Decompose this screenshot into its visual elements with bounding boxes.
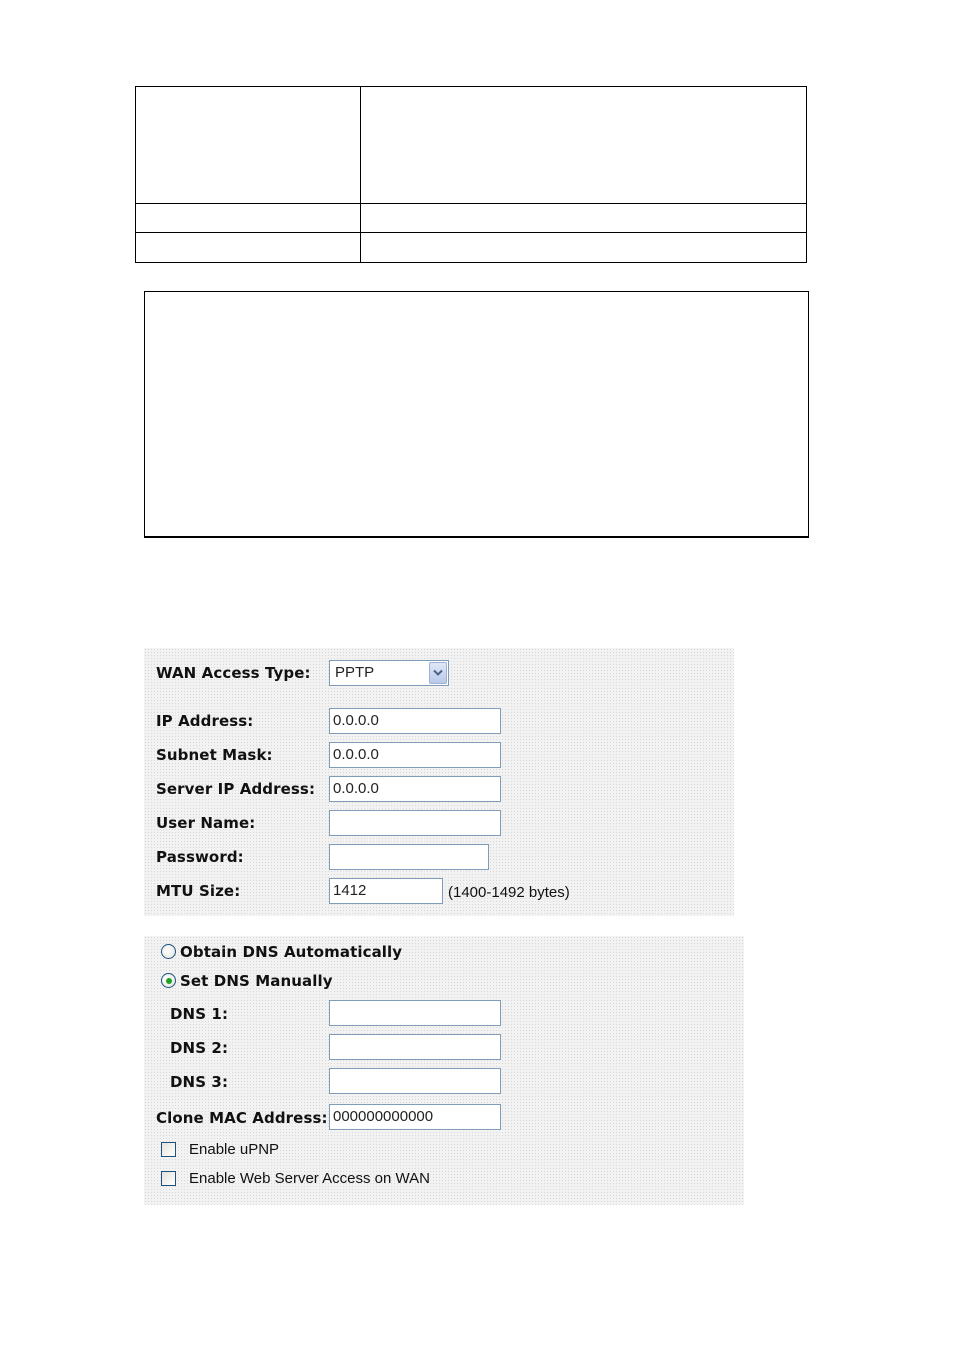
enable-web-access-label: Enable Web Server Access on WAN [189,1170,430,1187]
table-cell [361,233,807,263]
ip-address-label: IP Address: [156,712,254,730]
obtain-dns-auto-label: Obtain DNS Automatically [180,943,403,961]
table-cell [361,204,807,233]
set-dns-manual-label: Set DNS Manually [180,972,333,990]
mtu-size-hint: (1400-1492 bytes) [448,884,570,901]
server-ip-address-input[interactable]: 0.0.0.0 [329,776,501,802]
wan-access-type-value: PPTP [335,664,375,681]
user-name-label: User Name: [156,814,256,832]
enable-upnp-checkbox[interactable] [161,1142,176,1157]
mtu-size-input[interactable]: 1412 [329,878,443,904]
dropdown-arrow-button[interactable] [429,662,447,684]
table-cell [136,87,361,204]
dns2-input[interactable] [329,1034,501,1060]
chevron-down-icon [433,669,443,677]
enable-upnp-label: Enable uPNP [189,1141,280,1158]
password-label: Password: [156,848,244,866]
table-cell [136,204,361,233]
obtain-dns-auto-radio[interactable] [161,944,176,959]
subnet-mask-label: Subnet Mask: [156,746,273,764]
dns1-input[interactable] [329,1000,501,1026]
clone-mac-label: Clone MAC Address: [156,1109,328,1127]
subnet-mask-input[interactable]: 0.0.0.0 [329,742,501,768]
wan-access-type-select[interactable] [329,660,449,686]
dns1-label: DNS 1: [170,1005,229,1023]
empty-table [135,86,807,263]
set-dns-manual-radio[interactable] [161,973,176,988]
mtu-size-label: MTU Size: [156,882,241,900]
clone-mac-input[interactable]: 000000000000 [329,1104,501,1130]
ip-address-input[interactable]: 0.0.0.0 [329,708,501,734]
dns3-input[interactable] [329,1068,501,1094]
user-name-input[interactable] [329,810,501,836]
server-ip-address-label: Server IP Address: [156,780,316,798]
table-cell [136,233,361,263]
dns2-label: DNS 2: [170,1039,229,1057]
wan-access-type-label: WAN Access Type: [156,664,311,682]
note-box [144,291,809,538]
password-input[interactable] [329,844,489,870]
dns3-label: DNS 3: [170,1073,229,1091]
table-cell [361,87,807,204]
enable-web-access-checkbox[interactable] [161,1171,176,1186]
